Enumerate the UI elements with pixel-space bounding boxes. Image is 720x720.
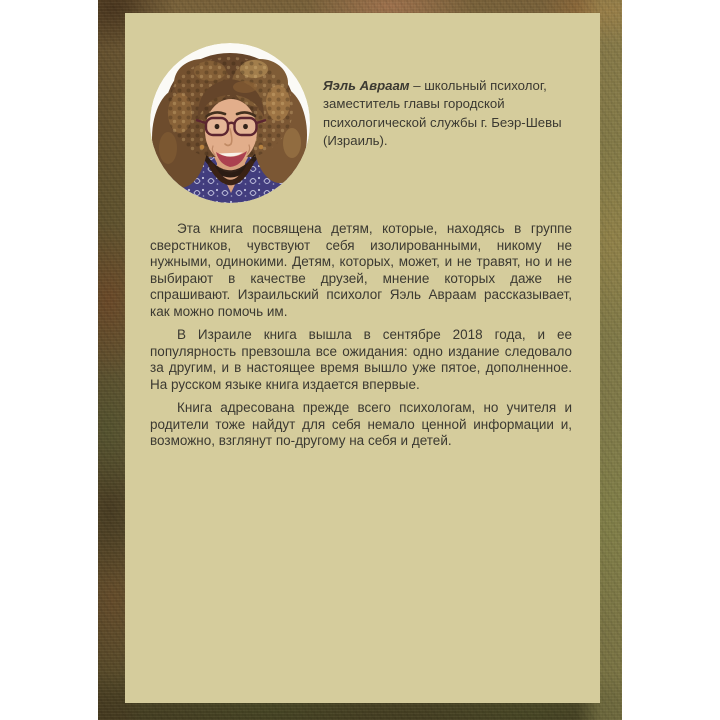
author-bio-text: – школьный психолог, заместитель главы городской психологической службы г. Беэр-Шевы (Израиль). xyxy=(323,78,562,149)
paragraph-1: Эта книга посвящена детям, которые, находясь в группе сверстников, чувствуют себя изолированными, никому не нужными, одинокими. Детям, которых, может, и не травят, но и не выбирают в качестве друзей, мнение которых даже не спрашивают. Израильский психолог Яэль Авраам рассказывает, как можно помочь им. xyxy=(150,221,572,319)
author-name: Яэль Авраам xyxy=(323,78,410,93)
author-photo xyxy=(150,43,310,203)
author-bio xyxy=(323,77,587,151)
annotation-text xyxy=(150,221,572,456)
content-panel xyxy=(125,13,600,703)
paragraph-3: Книга адресована прежде всего психологам, но учителя и родители тоже найдут для себя немало ценной информации и, возможно, взглянут по-другому на себя и детей. xyxy=(150,399,572,449)
author-portrait-image xyxy=(150,43,310,203)
paragraph-2: В Израиле книга вышла в сентябре 2018 года, и ее популярность превзошла все ожидания: одно издание следовало за другим, и в настоящее время вышло уже пятое, дополненное. На русском языке книга издается впервые. xyxy=(150,327,572,392)
